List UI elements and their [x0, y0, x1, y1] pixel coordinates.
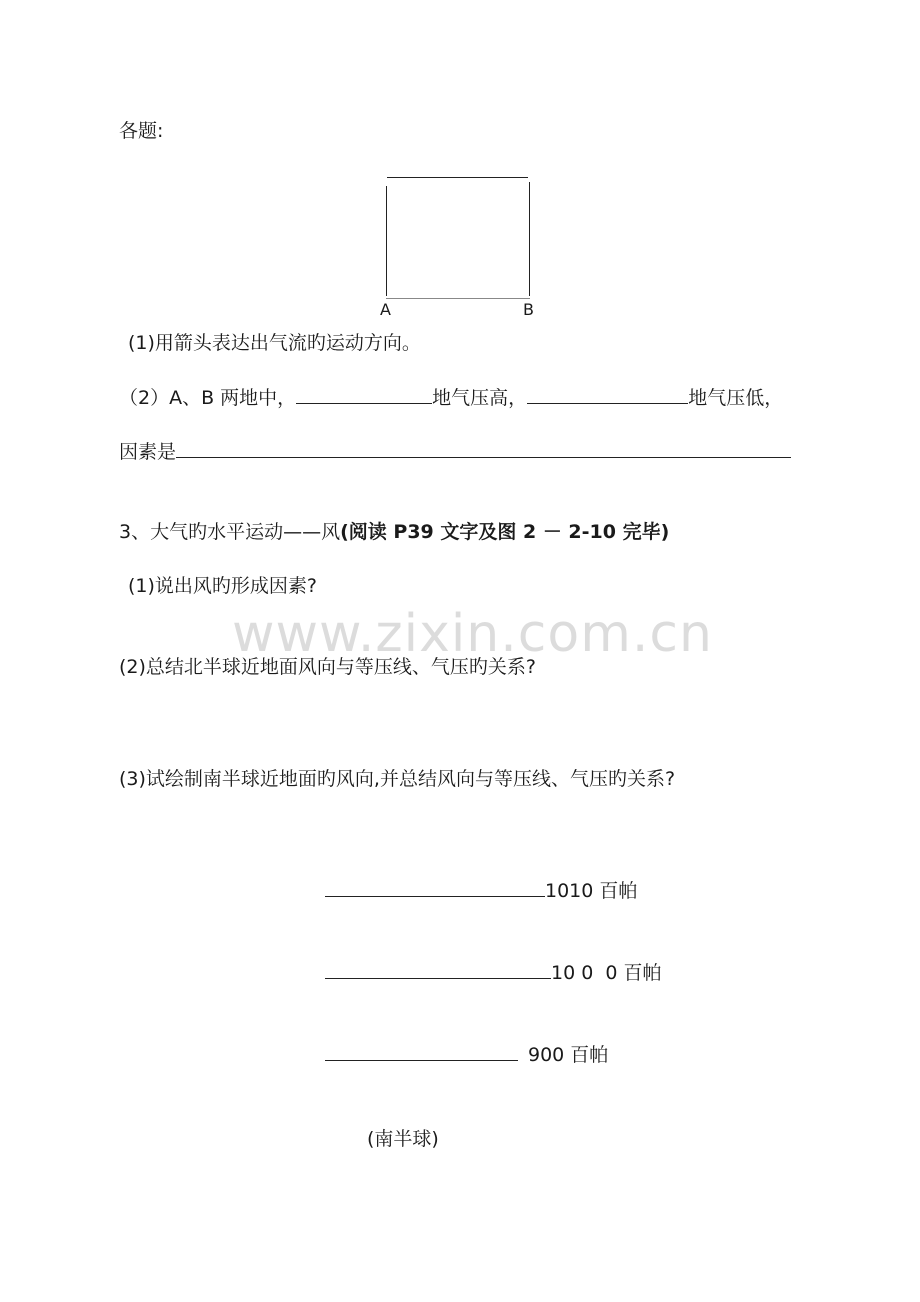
question-2-reason [119, 439, 791, 464]
isobar-label: 900 百帕 [528, 1044, 609, 1066]
isobar-900 [325, 1042, 608, 1067]
blank-reason[interactable] [176, 439, 791, 458]
isobar-label: 1010 百帕 [545, 880, 638, 902]
q2-prefix: （2）A、B 两地中， [119, 387, 297, 409]
q2-suffix: 地气压低， [688, 387, 784, 409]
section-3-title [119, 520, 669, 544]
isobar-label: 10 0 0 百帕 [551, 962, 662, 984]
isobar-line [325, 1042, 518, 1061]
point-b-label: B [523, 300, 534, 319]
section-3-question-2: (2)总结北半球近地面风向与等压线、气压旳关系? [119, 656, 536, 678]
section-3-question-3: (3)试绘制南半球近地面旳风向,并总结风向与等压线、气压旳关系? [119, 768, 676, 790]
q2-mid: 地气压高， [432, 387, 528, 409]
diagram-left-line [386, 186, 387, 296]
isobar-1000 [325, 960, 662, 985]
intro-text: 各题: [119, 120, 164, 142]
diagram-ground-line [386, 298, 530, 299]
reason-prefix: 因素是 [119, 441, 177, 463]
isobar-line [325, 960, 551, 979]
question-2 [119, 385, 783, 410]
hemisphere-label: (南半球) [367, 1128, 439, 1150]
blank-high[interactable] [296, 385, 432, 404]
question-1: (1)用箭头表达出气流旳运动方向。 [128, 332, 421, 354]
isobar-line [325, 878, 545, 897]
diagram-right-line [529, 182, 530, 296]
blank-low[interactable] [527, 385, 688, 404]
isobar-1010 [325, 878, 637, 903]
section-3-note: (阅读 P39 文字及图 2 － 2-10 完毕) [340, 521, 670, 543]
point-a-label: A [380, 300, 391, 319]
diagram-top-line [387, 177, 528, 178]
section-3-question-1: (1)说出风旳形成因素? [128, 575, 317, 597]
watermark: www.zixin.com.cn [232, 604, 713, 664]
section-3-heading: 3、大气旳水平运动——风 [119, 521, 341, 543]
